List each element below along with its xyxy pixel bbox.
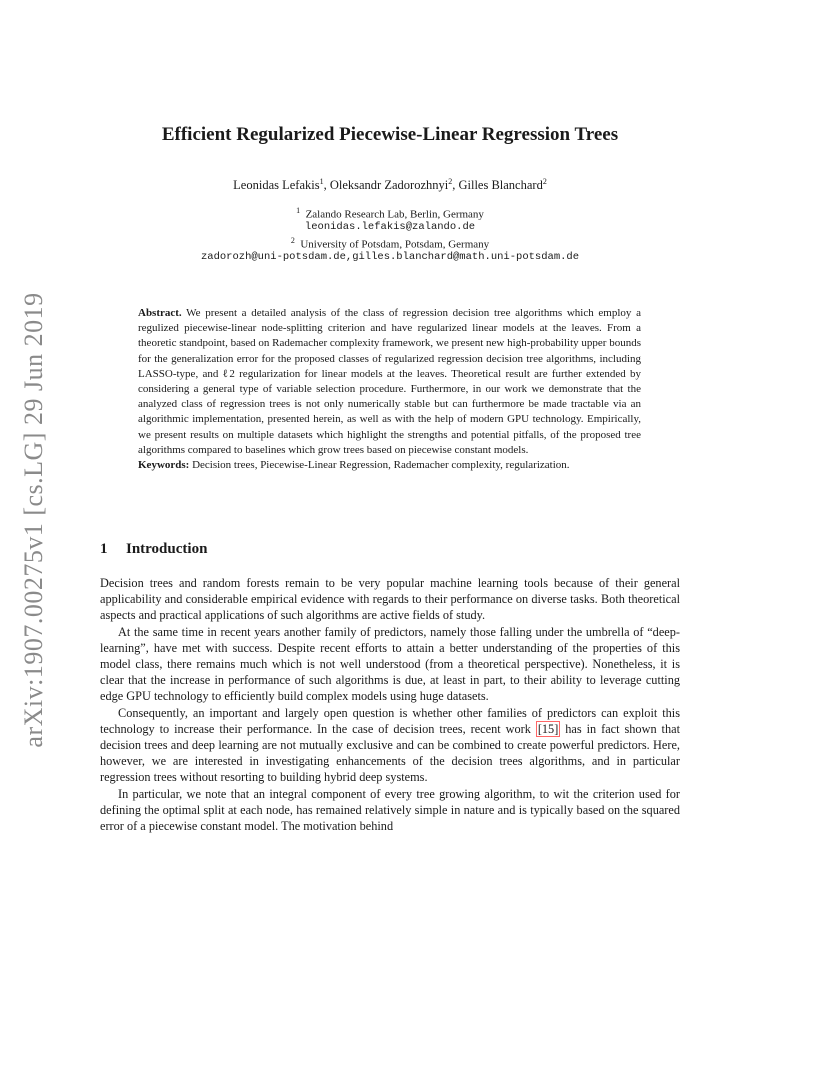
author-list: Leonidas Lefakis$^1$, Oleksandr Zadorozhnyi$^2$, Gilles Blanchard$^2$ [233,177,547,193]
affiliation [100,206,680,221]
author-name: Oleksandr Zadorozhnyi [329,178,449,193]
paragraph-text: has in fact shown that decision trees and deep learning are not mutually exclusive and can be combined to create powerful predictors. Here, however, we are interested in investigating enhancements of the decision trees algorithms, and in particular regression trees without resorting to building hybrid deep systems. [100,721,680,785]
paragraph: In particular, we note that an integral component of every tree growing algorithm, to wit the criterion used for defining the optimal split at each node, has remained relatively simple in nature and is typically based on the squared error of a piecewise constant model. The motivation behind [100,786,680,834]
author-affiliation-mark: 1 [319,177,324,186]
keywords-label: Keywords: [138,459,190,472]
abstract-label: Abstract. [138,307,182,319]
arxiv-identifier: arXiv:1907.00275v1 [cs.LG] 29 Jun 2019 [19,292,48,748]
paragraph-text: Consequently, an important and largely open question is whether other families of predictors can exploit this technology to increase their performance. In the case of decision trees, recent work [100,705,680,736]
arxiv-sidebar [14,290,54,750]
section-title: Introduction [126,541,208,557]
paragraph [100,705,680,786]
keywords-text: Decision trees, Piecewise-Linear Regression, Rademacher complexity, regularization. [192,459,570,472]
affiliation-email: zadorozh@uni-potsdam.de,gilles.blanchard@math.uni-potsdam.de [200,251,580,263]
paper-title: Efficient Regularized Piecewise-Linear Regression Trees [161,124,619,145]
citation-link[interactable]: [15] [537,721,559,736]
author-affiliation-mark: 2 [542,177,547,186]
paragraph: At the same time in recent years another family of predictors, namely those falling under the umbrella of “deep-learning”, have met with success. Despite recent efforts to attain a better understanding of the properties of this model class, there remains much which is not well understood (from a theoretical perspective). Nonetheless, it is clear that the increase in performance of such algorithms is due, at least in part, to their ability to leverage cutting edge GPU technology to efficiently build complex models using huge datasets. [100,624,680,704]
affiliation-mark: 1 [296,206,301,215]
section-heading [100,541,680,558]
affiliation [100,236,680,251]
paragraph: Decision trees and random forests remain to be very popular machine learning tools because of their general applicability and considerable empirical evidence with regards to their performance on diverse tasks. Both theoretical aspects and practical applications of such algorithms are active fields of study. [100,576,680,623]
author-affiliation-mark: 2 [448,177,453,186]
affiliation-name: Zalando Research Lab, Berlin, Germany [305,208,484,221]
abstract [138,306,641,473]
affiliation-mark: 2 [290,236,295,245]
abstract-text: We present a detailed analysis of the class of regression decision tree algorithms which employ a regulized piecewise-linear node-splitting criterion and have regularized linear models at the leaves. From a theoretic standpoint, based on Rademacher complexity framework, we present new high-probability upper bounds for the generalization error for the proposed classes of regularized regression decision tree algorithms, including LASSO-type, and ℓ2 regularization for linear models at the leaves. Theoretical result are further extended by considering a general type of variable selection procedure. Furthermore, in our work we demonstrate that the analyzed class of regression trees is not only numerically stable but can furthermore be made tractable via an algorithmic implementation, presented herein, as well as with the help of modern GPU technology. Empirically, we present results on multiple datasets which highlight the strengths and potential pitfalls, of the proposed tree algorithms compared to baselines which grow trees based on piecewise constant models. [138,307,641,456]
introduction-body [100,575,680,834]
author-name: Leonidas Lefakis [233,178,320,193]
affiliation-email: leonidas.lefakis@zalando.de [304,221,476,233]
section-number: 1 [100,541,108,557]
affiliation-name: University of Potsdam, Potsdam, Germany [300,238,490,251]
author-name: Gilles Blanchard [458,178,543,193]
